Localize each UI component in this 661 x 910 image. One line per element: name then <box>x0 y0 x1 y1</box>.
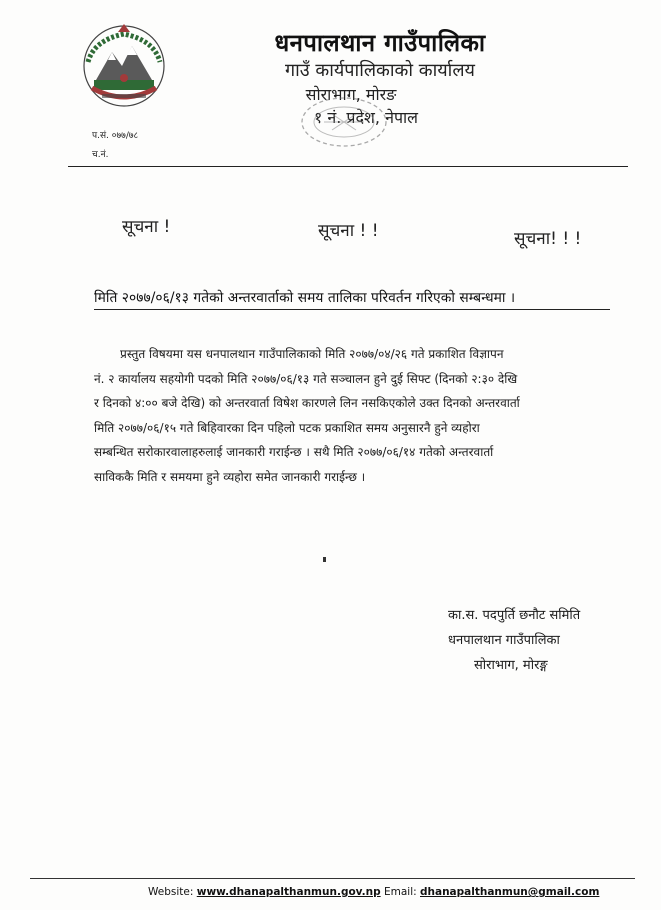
notice-heading: सूचना ! ! <box>318 221 379 241</box>
body-line: र दिनको ४:०० बजे देखि) को अन्तरवार्ता विषेश कारणले लिन नसकिएकोले उक्त दिनको अन्तरवार्ता <box>94 396 520 410</box>
office-seal-stamp <box>296 92 392 152</box>
website-label: Website: <box>148 886 194 898</box>
email-link[interactable]: dhanapalthanmun@gmail.com <box>420 886 600 898</box>
dispatch-number: च.नं. <box>92 150 109 160</box>
body-line: प्रस्तुत विषयमा यस धनपालथान गाउँपालिकाको मिति २०७७/०४/२६ गते प्रकाशित विज्ञापन <box>120 347 504 361</box>
office-province: १ नं. प्रदेश, नेपाल <box>313 108 419 127</box>
subject-underline <box>94 309 610 310</box>
signatory-location: सोराभाग, मोरङ्ग <box>474 658 548 673</box>
email-label: Email: <box>383 886 417 898</box>
body-line: मिति २०७७/०६/१५ गते बिहिवारका दिन पहिलो पटक प्रकाशित समय अनुसारनै हुने व्यहोरा <box>94 420 480 435</box>
footer <box>148 886 599 898</box>
office-name: गाउँ कार्यपालिकाको कार्यालय <box>285 60 475 81</box>
header-divider <box>68 166 628 167</box>
body-line: नं. २ कार्यालय सहयोगी पदको मिति २०७७/०६/१३ गते सञ्चालन हुने दुई सिफ्ट (दिनको २:३० देखि <box>94 371 518 386</box>
signatory-committee: का.स. पदपुर्ति छनौट समिति <box>448 608 581 623</box>
org-name: धनपालथान गाउँपालिका <box>274 29 486 57</box>
body-line: साविककै मिति र समयमा हुने व्यहोरा समेत जानकारी गराईन्छ । <box>94 469 366 484</box>
nepal-government-emblem <box>74 22 174 110</box>
reference-number: प.सं. ०७७/७८ <box>92 131 139 141</box>
footer-divider <box>30 878 635 879</box>
notice-heading: सूचना! ! ! <box>514 229 582 249</box>
notice-heading: सूचना ! <box>122 217 171 237</box>
website-link[interactable]: www.dhanapalthanmun.gov.np <box>196 886 381 898</box>
body-line: सम्बन्धित सरोकारवालाहरुलाई जानकारी गराईन्छ । सथै मिति २०७७/०६/१४ गतेको अन्तरवार्ता <box>94 445 494 459</box>
ink-mark <box>323 557 326 562</box>
office-location: सोराभाग, मोरङ <box>305 85 397 104</box>
signatory-org: धनपालथान गाउँपालिका <box>448 633 560 648</box>
subject-line: मिति २०७७/०६/१३ गतेको अन्तरवार्ताको समय तालिका परिवर्तन गरिएको सम्बन्धमा । <box>94 290 516 306</box>
notice-body <box>94 342 624 489</box>
